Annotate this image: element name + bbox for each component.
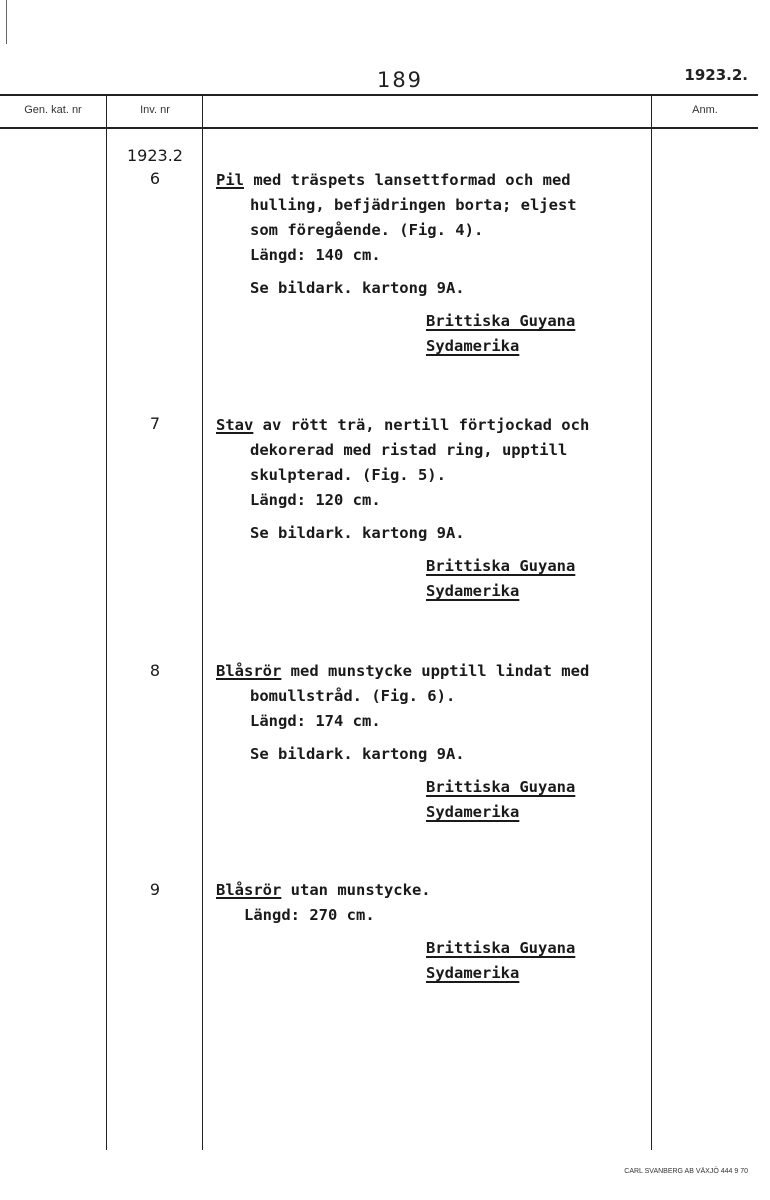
object-name: Blåsrör [216, 662, 282, 680]
entry-length: Längd: 140 cm. [250, 246, 381, 264]
entry-description: av rött trä, nertill förtjockad och [253, 416, 590, 434]
entry-description-line: bomullstråd. (Fig. 6). [250, 687, 456, 705]
column-divider-desc-anm [651, 95, 652, 1150]
entry-first-line [216, 659, 650, 684]
entry-region: Brittiska Guyana [426, 312, 576, 330]
object-name: Pil [216, 171, 244, 189]
entry-length: Längd: 174 cm. [250, 712, 381, 730]
entry-length: Längd: 120 cm. [250, 491, 381, 509]
margin-line [6, 0, 7, 44]
entry-description: utan munstycke. [281, 881, 431, 899]
entry-region: Brittiska Guyana [426, 778, 576, 796]
entry-description-line: dekorerad med ristad ring, upptill [250, 441, 568, 459]
entry-description-line: som föregående. (Fig. 4). [250, 221, 484, 239]
entry-first-line [216, 878, 650, 903]
entry-image-reference: Se bildark. kartong 9A. [250, 524, 465, 542]
column-divider-gen-inv [106, 95, 107, 1150]
catalog-entry [216, 168, 650, 359]
collection-reference: 1923.2. [684, 66, 748, 84]
column-header-anm: Anm. [692, 104, 718, 116]
entry-continent: Sydamerika [426, 803, 520, 821]
catalog-entry [216, 413, 650, 604]
inventory-number: 8 [149, 661, 161, 680]
entry-description: med munstycke upptill lindat med [281, 662, 590, 680]
object-name: Blåsrör [216, 881, 282, 899]
inventory-number: 6 [149, 169, 161, 188]
entry-continent: Sydamerika [426, 964, 520, 982]
entry-image-reference: Se bildark. kartong 9A. [250, 745, 465, 763]
column-divider-inv-desc [202, 95, 203, 1150]
entry-region: Brittiska Guyana [426, 939, 576, 957]
entry-description: med träspets lansettformad och med [244, 171, 571, 189]
inventory-number: 7 [149, 414, 161, 433]
entry-continent: Sydamerika [426, 582, 520, 600]
object-name: Stav [216, 416, 254, 434]
column-header-gen-kat-nr: Gen. kat. nr [24, 104, 82, 116]
header-top-rule [0, 94, 758, 96]
printer-mark: CARL SVANBERG AB VÄXJÖ 444 9 70 [624, 1168, 748, 1175]
page-number: 189 [376, 68, 424, 92]
header-bottom-rule [0, 127, 758, 129]
entry-first-line [216, 413, 650, 438]
entry-image-reference: Se bildark. kartong 9A. [250, 279, 465, 297]
entry-continent: Sydamerika [426, 337, 520, 355]
catalog-entry [216, 659, 650, 825]
entry-first-line [216, 168, 650, 193]
column-header-inv-nr: Inv. nr [140, 104, 170, 116]
inventory-number: 9 [149, 880, 161, 899]
catalog-entry [216, 878, 650, 986]
entry-description-line: hulling, befjädringen borta; eljest [250, 196, 577, 214]
entry-length: Längd: 270 cm. [244, 906, 375, 924]
entry-description-line: skulpterad. (Fig. 5). [250, 466, 446, 484]
entry-region: Brittiska Guyana [426, 557, 576, 575]
collection-year: 1923.2 [127, 146, 183, 165]
